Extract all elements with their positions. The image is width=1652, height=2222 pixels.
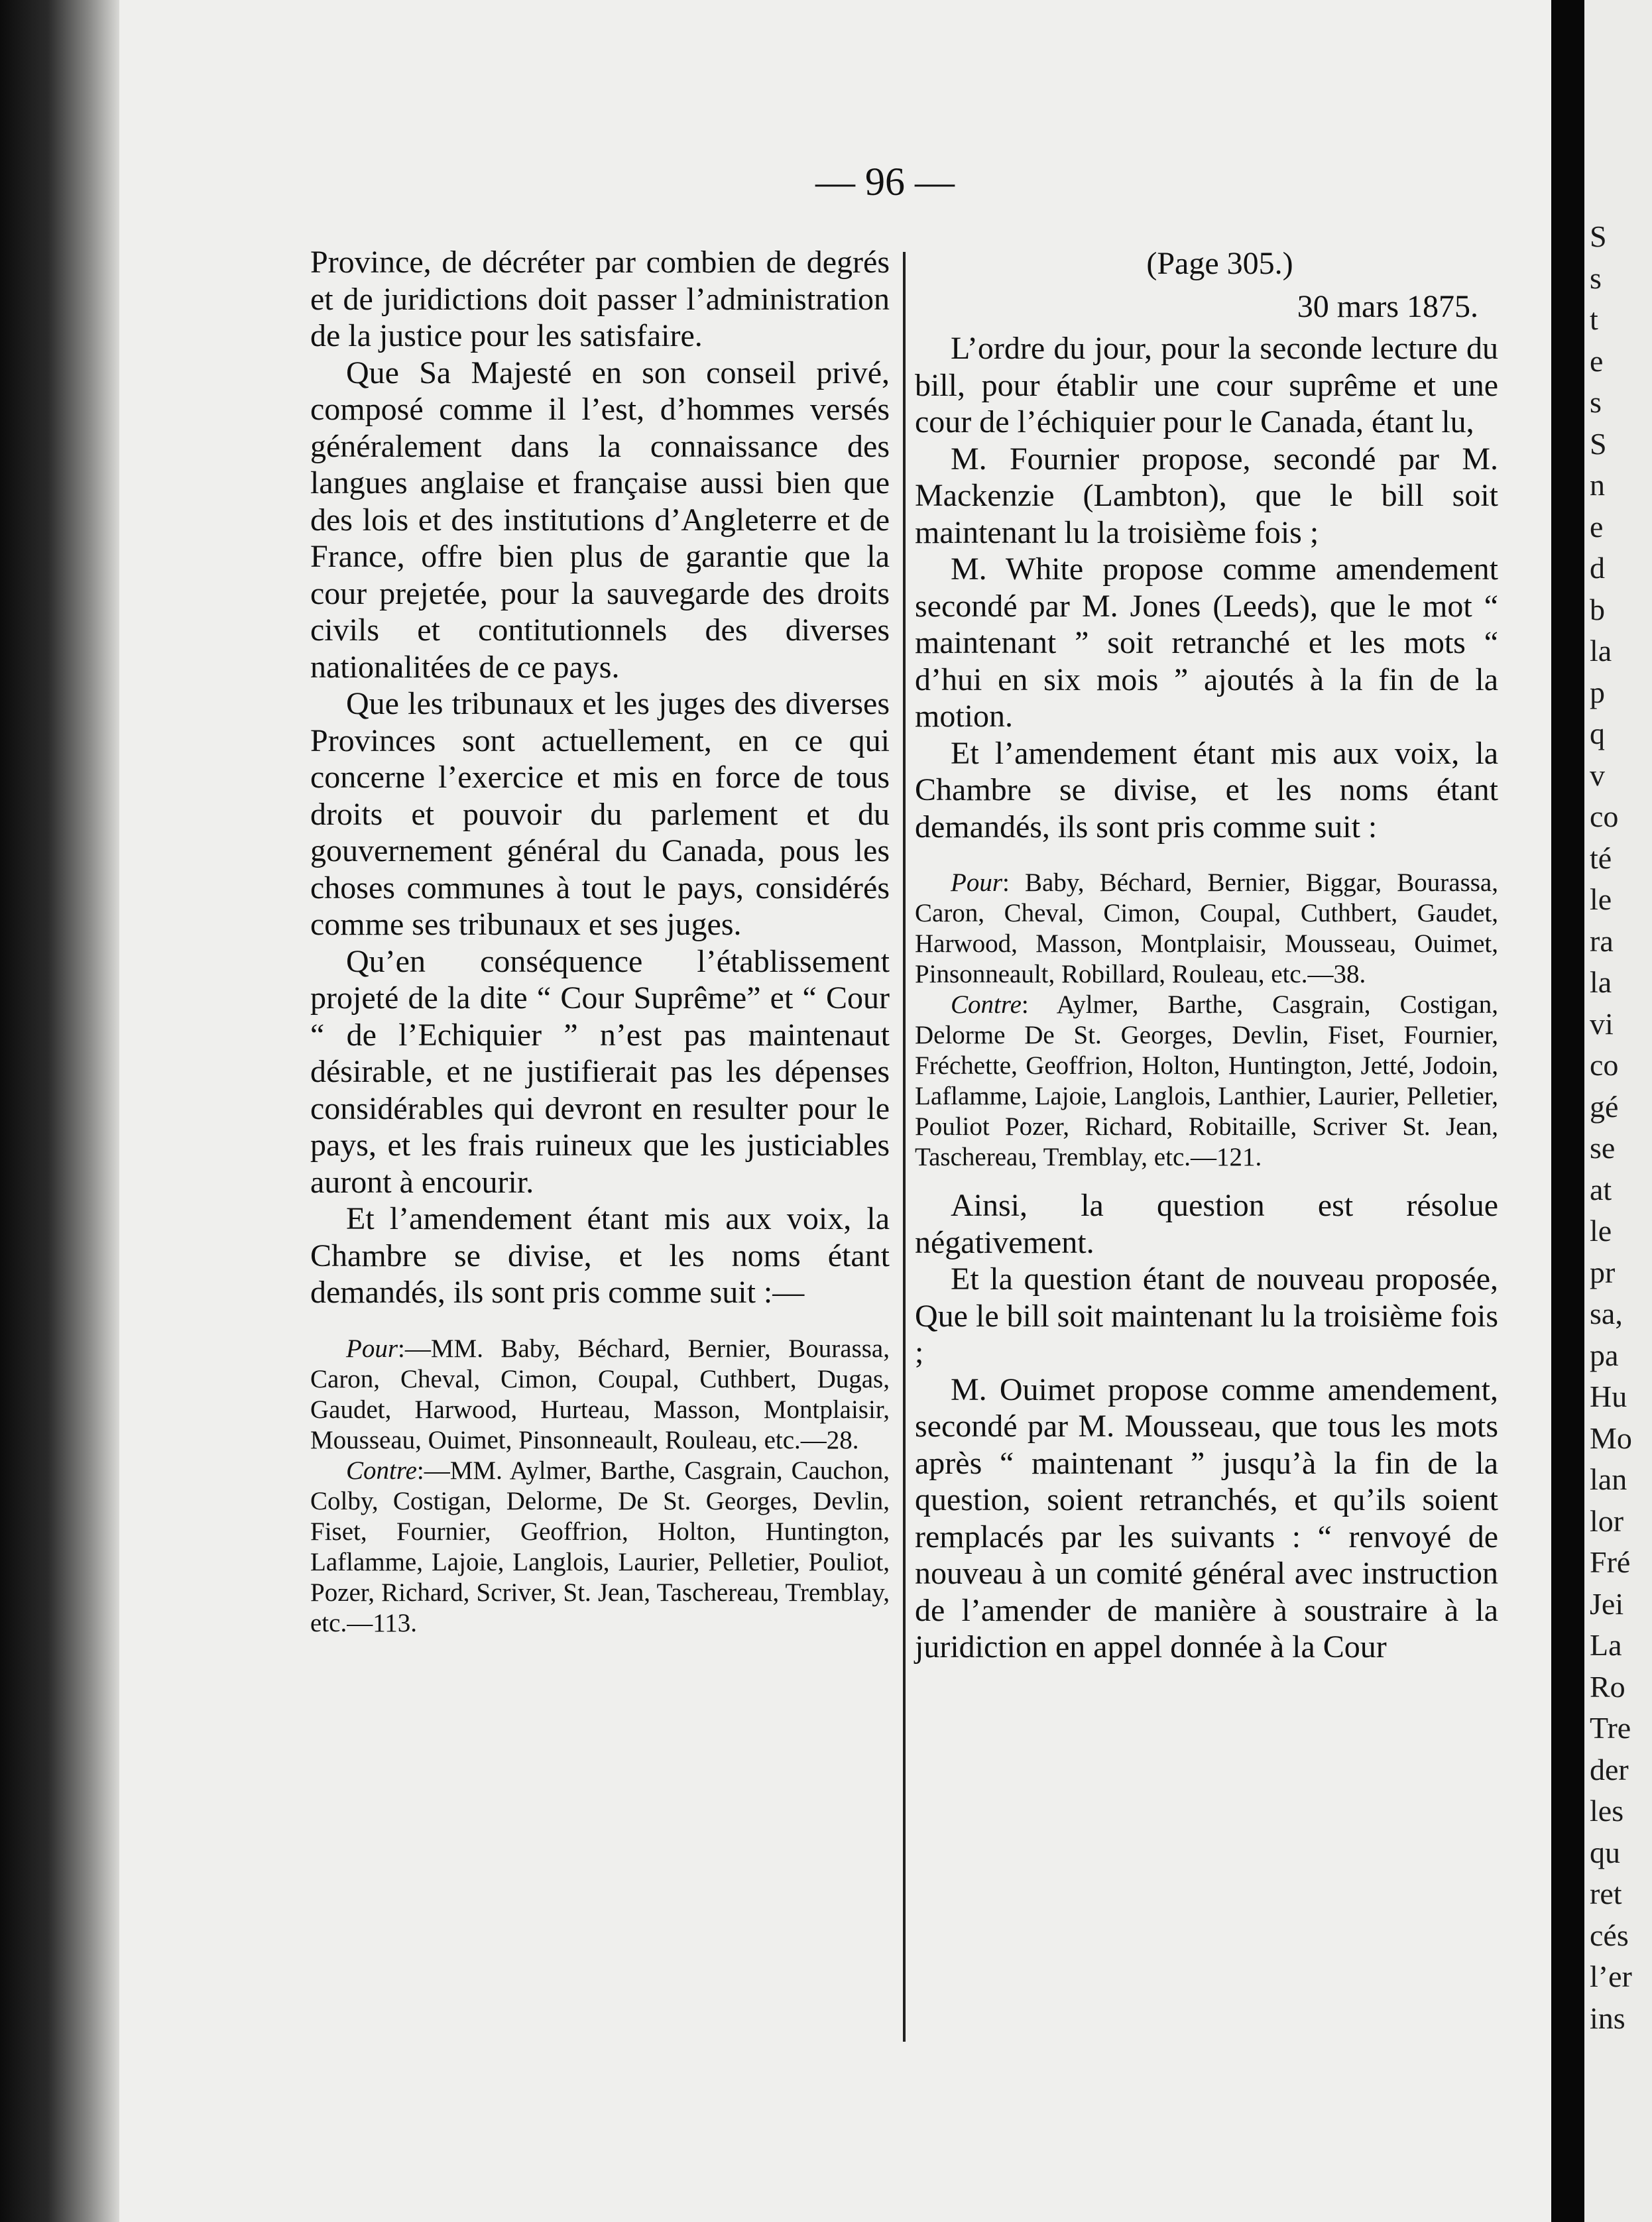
facing-page-text: v <box>1590 758 1605 792</box>
paragraph: Que Sa Majesté en son conseil privé, composé comme il l’est, d’hommes versés généralement dans la connaissance des langues anglaise et française aussi bien que des lois et des institutions d’Angleterre et de France, offre bien plus de garantie que la cour prejetée, pour la sauvegarde des droits civils et contitutionnels des diverses nationalitées de ce pays. <box>310 355 890 685</box>
facing-page-text: der <box>1590 1752 1629 1786</box>
facing-page-text: Jei <box>1590 1586 1624 1621</box>
paragraph: M. Ouimet propose comme amendement, secondé par M. Mousseau, que tous les mots après “ maintenant ” jusqu’à la fin de la question, soient retranchés, et qu’ils soient remplacés par les suivants : “ renvoyé de nouveau à un comité général avec instruction de l’amender de manière à soustraire à la juridiction en appel donnée à la Cour <box>915 1372 1498 1665</box>
vote-label: Contre <box>346 1456 417 1485</box>
facing-page-text: e <box>1590 343 1604 378</box>
facing-page-text: qu <box>1590 1835 1620 1869</box>
facing-page-fragment <box>1584 0 1652 2222</box>
facing-page-text: l’er <box>1590 1959 1632 1993</box>
facing-page-text: S <box>1590 219 1607 253</box>
paragraph: Province, de décréter par combien de degrés et de juridictions doit passer l’administration de la justice pour les satisfaire. <box>310 245 890 353</box>
facing-page-text: s <box>1590 261 1602 295</box>
facing-page-text: lan <box>1590 1462 1627 1496</box>
paragraph: Et l’amendement étant mis aux voix, la Chambre se divise, et les noms étant demandés, ils sont pris comme suit :— <box>310 1201 890 1310</box>
page-edge-dark <box>1551 0 1584 2222</box>
facing-page-text: La <box>1590 1628 1622 1662</box>
vote-names: : Baby, Béchard, Bernier, Biggar, Bourassa, Caron, Cheval, Cimon, Coupal, Cuthbert, Gaudet, Harwood, Masson, Montplaisir, Mousseau, Ouimet, Pinsonneault, Robillard, Rouleau, etc.—38. <box>915 868 1498 988</box>
page-number: — 96 — <box>815 160 955 204</box>
facing-page-text: n <box>1590 468 1605 502</box>
vote-names: :—MM. Baby, Béchard, Bernier, Bourassa, Caron, Cheval, Cimon, Coupal, Cuthbert, Dugas, Gaudet, Harwood, Hurteau, Masson, Montplaisir, Mousseau, Ouimet, Pinsonneault, Rouleau, etc.—28. <box>310 1334 890 1454</box>
facing-page-text: ins <box>1590 2001 1625 2035</box>
facing-page-text: sa, <box>1590 1297 1623 1330</box>
vote-label: Pour <box>951 868 1002 897</box>
paragraph: L’ordre du jour, pour la seconde lecture du bill, pour établir une cour suprême et une cour de l’échiquier pour le Canada, étant lu, <box>915 331 1498 439</box>
column-divider <box>903 252 906 2042</box>
facing-page-text: at <box>1590 1172 1612 1206</box>
facing-page-text: S <box>1590 426 1607 461</box>
facing-page-text: b <box>1590 592 1605 626</box>
paragraph: M. White propose comme amendement secondé par M. Jones (Leeds), que le mot “ maintenant ” soit retranché et les mots “ d’hui en six mois ” ajoutés à la fin de la motion. <box>915 552 1498 734</box>
paragraph: Que les tribunaux et les juges des diverses Provinces sont actuellement, en ce qui concerne l’exercice et mis en force de tous droits et pouvoir du parlement et du gouvernement général du Canada, pous les choses communes à tout le pays, considérés comme ses tribunaux et ses juges. <box>310 686 890 942</box>
facing-page-text: lor <box>1590 1503 1624 1538</box>
facing-page-text: q <box>1590 717 1605 750</box>
facing-page-text: ra <box>1590 923 1614 958</box>
facing-page-text: ret <box>1590 1877 1622 1910</box>
date-heading: 30 mars 1875. <box>1297 289 1478 324</box>
vote-list-contre <box>915 990 1498 1173</box>
facing-page-text: cés <box>1590 1918 1629 1952</box>
vote-label: Pour <box>346 1334 398 1363</box>
facing-page-text: Fré <box>1590 1545 1631 1579</box>
facing-page-text: Mo <box>1590 1421 1632 1455</box>
facing-page-text: se <box>1590 1131 1616 1165</box>
vote-names: : Aylmer, Barthe, Casgrain, Costigan, Delorme De St. Georges, Devlin, Fiset, Fournier, Fréchette, Geoffrion, Holton, Huntington, Jetté, Jodoin, Laflamme, Lajoie, Langlois, Lanthier, Laurier, Pelletier, Pouliot Pozer, Richard, Robitaille, Scriver St. Jean, Taschereau, Tremblay, etc.—121. <box>915 990 1498 1171</box>
vote-label: Contre <box>951 990 1022 1019</box>
book-gutter-shadow <box>0 0 119 2222</box>
left-column <box>310 244 890 1639</box>
facing-page-text: p <box>1590 675 1605 709</box>
vote-names: :—MM. Aylmer, Barthe, Casgrain, Cauchon, Colby, Costigan, Delorme, De St. Georges, Devlin, Fiset, Fournier, Geoffrion, Holton, Huntington, Laflamme, Lajoie, Langlois, Laurier, Pelletier, Pouliot, Pozer, Richard, Scriver, St. Jean, Taschereau, Tremblay, etc.—113. <box>310 1456 890 1637</box>
facing-page-text: co <box>1590 799 1619 833</box>
facing-page-text: le <box>1590 1214 1612 1248</box>
vote-list-pour <box>915 868 1498 990</box>
facing-page-text: co <box>1590 1048 1619 1082</box>
facing-page-text: Tre <box>1590 1711 1631 1745</box>
facing-page-text: le <box>1590 882 1612 916</box>
facing-page-text: gé <box>1590 1089 1619 1124</box>
page-reference: (Page 305.) <box>1146 246 1293 281</box>
facing-page-text: s <box>1590 385 1602 419</box>
vote-list-contre <box>310 1456 890 1639</box>
facing-page-text: t <box>1590 302 1598 336</box>
facing-page-text: e <box>1590 509 1604 544</box>
paragraph: Ainsi, la question est résolue négativement. <box>915 1188 1498 1260</box>
facing-page-text: la <box>1590 634 1612 668</box>
facing-page-text: la <box>1590 965 1612 999</box>
facing-page-text: d <box>1590 551 1605 585</box>
vote-list-pour <box>310 1334 890 1456</box>
facing-page-text: Ro <box>1590 1669 1625 1704</box>
paragraph: Qu’en conséquence l’établissement projeté de la dite “ Cour Suprême” et “ Cour “ de l’Echiquier ” n’est pas maintenaut désirable, et ne justifierait pas les dépenses considérables qui devront en resulter pour le pays, et les frais ruineux que les justiciables auront à encourir. <box>310 943 890 1200</box>
facing-page-text: vi <box>1590 1006 1614 1041</box>
facing-page-text: pr <box>1590 1255 1616 1289</box>
right-column <box>915 244 1498 1666</box>
paragraph: M. Fournier propose, secondé par M. Mackenzie (Lambton), que le bill soit maintenant lu la troisième fois ; <box>915 441 1498 550</box>
facing-page-text: Hu <box>1590 1379 1627 1413</box>
paragraph: Et la question étant de nouveau proposée, Que le bill soit maintenant lu la troisième fois ; <box>915 1261 1498 1370</box>
facing-page-text: té <box>1590 841 1612 875</box>
facing-page-text: les <box>1590 1794 1624 1828</box>
facing-page-text: pa <box>1590 1338 1619 1372</box>
paragraph: Et l’amendement étant mis aux voix, la Chambre se divise, et les noms étant demandés, ils sont pris comme suit : <box>915 735 1498 845</box>
